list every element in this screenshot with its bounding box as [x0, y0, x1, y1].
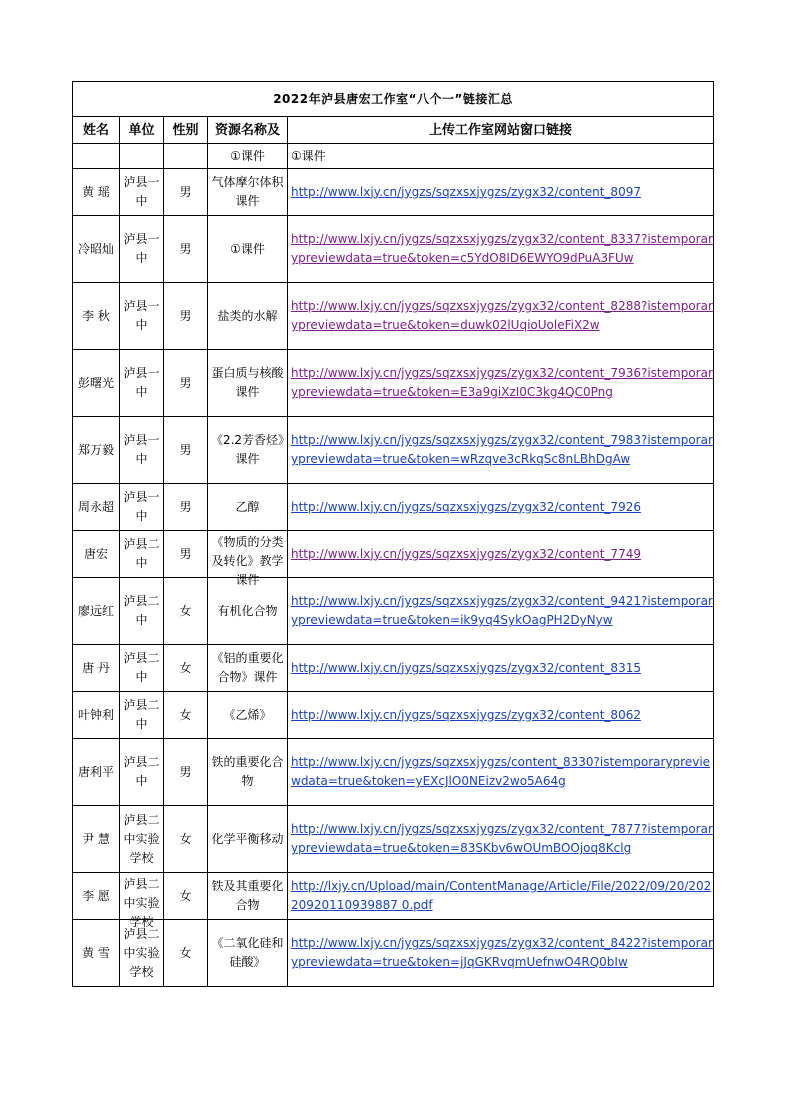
table-row — [73, 806, 714, 873]
cell-gender-text: 男 — [179, 499, 192, 514]
resource-link[interactable]: http://www.lxjy.cn/jygzs/sqzxsxjygzs/zygx32/content_8315 — [291, 660, 641, 675]
table-row — [73, 739, 714, 806]
table-row — [73, 531, 714, 578]
table-row — [73, 484, 714, 531]
cell-name — [73, 417, 120, 484]
cell-gender — [164, 692, 208, 739]
cell-gender-text: 女 — [179, 707, 192, 722]
cell-resource — [208, 350, 288, 417]
cell-unit — [120, 578, 164, 645]
subheader-empty — [120, 144, 164, 169]
cell-resource-text: 蛋白质与核酸课件 — [211, 366, 284, 399]
cell-unit-text: 泸县二中 — [123, 651, 160, 684]
cell-name — [73, 350, 120, 417]
cell-resource-text: 《二氧化硅和硅酸》 — [211, 936, 284, 969]
cell-resource-text: 有机化合物 — [217, 603, 278, 618]
cell-unit — [120, 739, 164, 806]
table-row — [73, 350, 714, 417]
cell-gender — [164, 417, 208, 484]
cell-gender — [164, 484, 208, 531]
cell-name — [73, 692, 120, 739]
cell-name — [73, 283, 120, 350]
cell-link[interactable] — [288, 920, 714, 987]
cell-unit — [120, 645, 164, 692]
cell-name-text: 冷昭灿 — [77, 241, 114, 256]
cell-link[interactable] — [288, 645, 714, 692]
cell-resource-text: 化学平衡移动 — [211, 831, 284, 846]
cell-resource — [208, 484, 288, 531]
cell-resource-text: 乙醇 — [235, 499, 260, 514]
resource-link[interactable]: http://www.lxjy.cn/jygzs/sqzxsxjygzs/zygx32/content_7983?istemporarypreviewdata=true&token=wRzqve3cRkqSc8nLBhDgAw — [291, 433, 713, 466]
header-row — [73, 117, 714, 144]
cell-unit — [120, 920, 164, 987]
resource-link[interactable]: http://www.lxjy.cn/jygzs/sqzxsxjygzs/zygx32/content_8337?istemporarypreviewdata=true&token=c5YdO8ID6EWYO9dPuA3FUw — [291, 232, 713, 265]
cell-link[interactable] — [288, 531, 714, 578]
table-row — [73, 283, 714, 350]
resource-link[interactable]: http://www.lxjy.cn/jygzs/sqzxsxjygzs/zygx32/content_8288?istemporarypreviewdata=true&token=duwk02lUqioUoleFiX2w — [291, 299, 713, 332]
cell-name-text: 黄 瑶 — [82, 184, 110, 199]
cell-link[interactable] — [288, 806, 714, 873]
cell-unit — [120, 692, 164, 739]
cell-gender-text: 男 — [179, 546, 192, 561]
cell-resource-text: 铁的重要化合物 — [211, 755, 284, 788]
cell-unit-text: 泸县一中 — [123, 232, 160, 265]
cell-unit — [120, 806, 164, 873]
cell-name — [73, 216, 120, 283]
cell-unit — [120, 484, 164, 531]
cell-name-text: 唐 丹 — [82, 660, 110, 675]
resource-link[interactable]: http://www.lxjy.cn/jygzs/sqzxsxjygzs/zygx32/content_8422?istemporarypreviewdata=true&token=jJqGKRvqmUefnwO4RQ0bIw — [291, 936, 713, 969]
cell-resource-text: 《铝的重要化合物》课件 — [211, 651, 284, 684]
cell-gender — [164, 920, 208, 987]
cell-link[interactable] — [288, 350, 714, 417]
cell-link[interactable] — [288, 873, 714, 920]
cell-gender — [164, 350, 208, 417]
table-row — [73, 645, 714, 692]
cell-gender — [164, 645, 208, 692]
cell-name — [73, 169, 120, 216]
cell-name — [73, 645, 120, 692]
cell-link[interactable] — [288, 739, 714, 806]
cell-unit — [120, 531, 164, 578]
cell-link[interactable] — [288, 578, 714, 645]
cell-gender-text: 女 — [179, 888, 192, 903]
table-row — [73, 417, 714, 484]
subheader-resource: ①课件 — [208, 144, 288, 169]
cell-name — [73, 484, 120, 531]
cell-gender — [164, 578, 208, 645]
cell-link[interactable] — [288, 692, 714, 739]
cell-link[interactable] — [288, 417, 714, 484]
cell-unit-text: 泸县二中实验学校 — [123, 812, 160, 865]
cell-unit-text: 泸县二中实验学校 — [123, 876, 160, 929]
cell-resource — [208, 806, 288, 873]
cell-gender-text: 男 — [179, 308, 192, 323]
cell-gender-text: 男 — [179, 764, 192, 779]
cell-gender — [164, 169, 208, 216]
resource-link[interactable]: http://www.lxjy.cn/jygzs/sqzxsxjygzs/zygx32/content_7936?istemporarypreviewdata=true&token=E3a9giXzI0C3kg4QC0Png — [291, 366, 713, 399]
cell-name-text: 唐利平 — [77, 764, 114, 779]
header-link: 上传工作室网站窗口链接 — [288, 117, 714, 144]
cell-unit-text: 泸县一中 — [123, 366, 160, 399]
resource-link[interactable]: http://www.lxjy.cn/jygzs/sqzxsxjygzs/zygx32/content_7749 — [291, 546, 641, 561]
cell-unit-text: 泸县二中 — [123, 755, 160, 788]
resource-link[interactable]: http://www.lxjy.cn/jygzs/sqzxsxjygzs/content_8330?istemporarypreviewdata=true&token=yEXcJlO0NEizv2wo5A64g — [291, 755, 711, 788]
cell-name-text: 周永超 — [77, 499, 114, 514]
cell-resource-text: 《物质的分类及转化》教学课件 — [211, 534, 284, 587]
resource-link[interactable]: http://www.lxjy.cn/jygzs/sqzxsxjygzs/zygx32/content_8062 — [291, 707, 641, 722]
cell-unit-text: 泸县一中 — [123, 299, 160, 332]
subheader-empty — [73, 144, 120, 169]
subheader-link: ①课件 — [288, 144, 714, 169]
subheader-empty — [164, 144, 208, 169]
cell-resource-text: ①课件 — [230, 241, 265, 256]
cell-gender-text: 女 — [179, 945, 192, 960]
cell-name-text: 李 愿 — [82, 888, 110, 903]
cell-name-text: 黄 雪 — [82, 945, 110, 960]
cell-resource — [208, 531, 288, 587]
cell-resource — [208, 417, 288, 484]
header-resource: 资源名称及 — [208, 117, 288, 144]
cell-name — [73, 873, 120, 920]
cell-name — [73, 578, 120, 645]
cell-name-text: 廖远红 — [77, 603, 114, 618]
cell-resource-text: 铁及其重要化合物 — [211, 879, 284, 912]
resource-link[interactable]: http://www.lxjy.cn/jygzs/sqzxsxjygzs/zygx32/content_7926 — [291, 499, 641, 514]
cell-gender — [164, 216, 208, 283]
table-row — [73, 578, 714, 645]
cell-gender-text: 男 — [179, 241, 192, 256]
table-row — [73, 692, 714, 739]
cell-unit — [120, 417, 164, 484]
summary-table — [72, 81, 714, 987]
cell-name-text: 尹 慧 — [82, 831, 110, 846]
resource-link[interactable]: http://www.lxjy.cn/jygzs/sqzxsxjygzs/zygx32/content_7877?istemporarypreviewdata=true&token=83SKbv6wOUmBOOjoq8Kclg — [291, 822, 713, 855]
cell-gender-text: 女 — [179, 660, 192, 675]
cell-gender — [164, 283, 208, 350]
cell-unit-text: 泸县二中 — [123, 698, 160, 731]
cell-resource — [208, 692, 288, 739]
cell-name — [73, 806, 120, 873]
cell-gender-text: 男 — [179, 184, 192, 199]
cell-resource-text: 《乙烯》 — [223, 707, 272, 722]
cell-gender — [164, 806, 208, 873]
cell-resource — [208, 920, 288, 987]
cell-unit — [120, 283, 164, 350]
cell-unit-text: 泸县一中 — [123, 433, 160, 466]
table-row — [73, 216, 714, 283]
cell-name — [73, 531, 120, 578]
header-unit: 单位 — [120, 117, 164, 144]
resource-link[interactable]: http://www.lxjy.cn/jygzs/sqzxsxjygzs/zygx32/content_9421?istemporarypreviewdata=true&token=ik9yq4SykOagPH2DyNyw — [291, 594, 713, 627]
table-row — [73, 169, 714, 216]
sheet-title: 2022年泸县唐宏工作室“八个一”链接汇总 — [73, 82, 714, 117]
resource-link[interactable]: http://lxjy.cn/Upload/main/ContentManage/Article/File/2022/09/20/20220920110939887 0.pdf — [291, 879, 712, 912]
cell-gender — [164, 531, 208, 578]
cell-name-text: 李 秋 — [82, 308, 110, 323]
table-row — [73, 920, 714, 987]
cell-link[interactable] — [288, 484, 714, 531]
cell-gender — [164, 739, 208, 806]
cell-name-text: 郑万毅 — [77, 442, 114, 457]
cell-resource — [208, 873, 288, 920]
cell-link[interactable] — [288, 283, 714, 350]
cell-unit-text: 泸县一中 — [123, 175, 160, 208]
cell-gender-text: 男 — [179, 375, 192, 390]
cell-resource — [208, 216, 288, 283]
cell-unit-text: 泸县二中 — [123, 537, 160, 570]
table-row — [73, 873, 714, 920]
cell-resource-text: 盐类的水解 — [217, 308, 278, 323]
cell-name — [73, 920, 120, 987]
cell-link[interactable] — [288, 169, 714, 216]
cell-resource-text: 《2.2芳香烃》课件 — [210, 433, 285, 466]
cell-unit-text: 泸县一中 — [123, 490, 160, 523]
cell-resource-text: 气体摩尔体积课件 — [211, 175, 284, 208]
cell-gender-text: 女 — [179, 831, 192, 846]
cell-gender-text: 男 — [179, 442, 192, 457]
cell-unit-text: 泸县二中 — [123, 594, 160, 627]
cell-unit — [120, 873, 164, 929]
cell-unit-text: 泸县二中实验学校 — [123, 926, 160, 979]
cell-unit — [120, 169, 164, 216]
header-name: 姓名 — [73, 117, 120, 144]
cell-resource — [208, 283, 288, 350]
cell-resource — [208, 645, 288, 692]
cell-name-text: 唐宏 — [83, 546, 108, 561]
cell-unit — [120, 216, 164, 283]
cell-name-text: 彭曙光 — [77, 375, 114, 390]
subheader-row — [73, 144, 714, 169]
cell-name-text: 叶钟利 — [77, 707, 114, 722]
cell-gender — [164, 873, 208, 920]
resource-link[interactable]: http://www.lxjy.cn/jygzs/sqzxsxjygzs/zygx32/content_8097 — [291, 184, 641, 199]
cell-unit — [120, 350, 164, 417]
cell-resource — [208, 169, 288, 216]
cell-link[interactable] — [288, 216, 714, 283]
cell-resource — [208, 739, 288, 806]
cell-gender-text: 女 — [179, 603, 192, 618]
header-gender: 性别 — [164, 117, 208, 144]
cell-name — [73, 739, 120, 806]
